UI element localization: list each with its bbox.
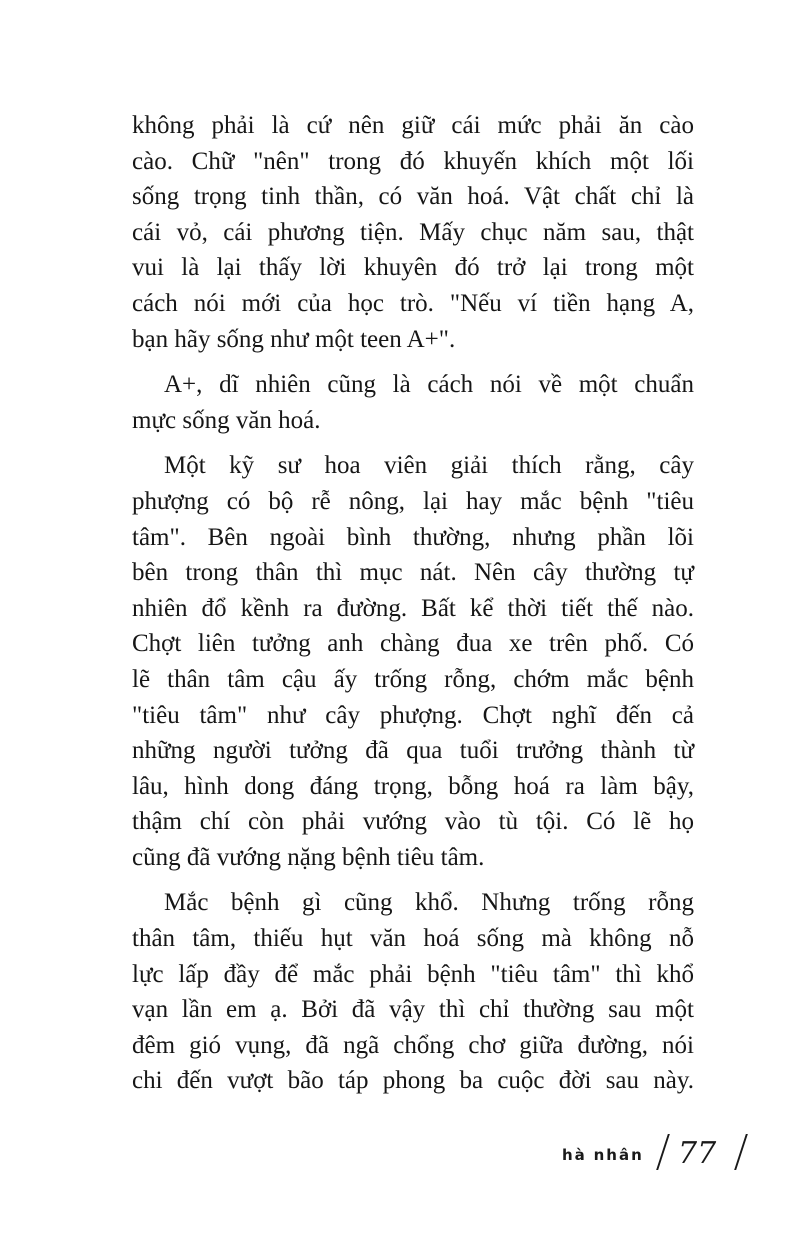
- text-line: bên trong thân thì mục nát. Nên cây thường tự: [132, 559, 694, 587]
- text-line: cào. Chữ "nên" trong đó khuyến khích một lối: [132, 147, 694, 175]
- running-head: [562, 1146, 644, 1164]
- text-line: thậm chí còn phải vướng vào tù tội. Có lẽ họ: [132, 808, 694, 836]
- text-line: chi đến vượt bão táp phong ba cuộc đời sau này.: [132, 1067, 694, 1095]
- page-number: 77: [678, 1136, 717, 1171]
- text-line: vạn lần em ạ. Bởi đã vậy thì chỉ thường sau một: [132, 996, 694, 1024]
- text-line: cái vỏ, cái phương tiện. Mấy chục năm sau, thật: [132, 218, 694, 246]
- text-line: bạn hãy sống như một teen A+".: [132, 325, 456, 353]
- text-line: lực lấp đầy để mắc phải bệnh "tiêu tâm" thì khổ: [132, 960, 694, 988]
- text-line: Một kỹ sư hoa viên giải thích rằng, cây: [164, 452, 694, 480]
- text-line: không phải là cứ nên giữ cái mức phải ăn cào: [132, 112, 694, 139]
- text-line: phượng có bộ rễ nông, lại hay mắc bệnh "tiêu: [132, 487, 694, 515]
- slash-divider: [734, 1134, 748, 1170]
- text-line: sống trọng tinh thần, có văn hoá. Vật chất chỉ là: [132, 183, 694, 211]
- text-line: nhiên đổ kềnh ra đường. Bất kể thời tiết thế nào.: [132, 594, 694, 622]
- text-line: cách nói mới của học trò. "Nếu ví tiền hạng A,: [132, 289, 694, 317]
- text-line: tâm". Bên ngoài bình thường, nhưng phần lõi: [132, 523, 694, 551]
- text-line: lâu, hình dong đáng trọng, bỗng hoá ra làm bậy,: [132, 772, 694, 800]
- text-line: A+, dĩ nhiên cũng là cách nói về một chuẩn: [164, 371, 694, 399]
- slash-divider: [656, 1134, 670, 1170]
- text-line: vui là lại thấy lời khuyên đó trở lại trong một: [132, 254, 694, 282]
- running-head-second: nhân: [593, 1146, 644, 1164]
- text-line: cũng đã vướng nặng bệnh tiêu tâm.: [132, 843, 485, 871]
- paragraph-1: [132, 108, 694, 357]
- text-line: mực sống văn hoá.: [132, 406, 321, 434]
- paragraph-2: [132, 367, 694, 438]
- page-footer: [562, 1130, 762, 1180]
- body-text: [132, 108, 694, 1099]
- paragraph-3: [132, 448, 694, 875]
- text-line: Chợt liên tưởng anh chàng đua xe trên phố. Có: [132, 630, 694, 658]
- text-line: Mắc bệnh gì cũng khổ. Nhưng trống rỗng: [164, 889, 694, 917]
- paragraph-4: [132, 885, 694, 1099]
- text-line: những người tưởng đã qua tuổi trưởng thành từ: [132, 737, 694, 765]
- text-line: "tiêu tâm" như cây phượng. Chợt nghĩ đến cả: [132, 701, 694, 729]
- running-head-first: hà: [562, 1146, 587, 1164]
- text-line: thân tâm, thiếu hụt văn hoá sống mà không nỗ: [132, 925, 694, 953]
- text-line: lẽ thân tâm cậu ấy trống rỗng, chớm mắc bệnh: [132, 665, 694, 693]
- text-line: đêm gió vụng, đã ngã chổng chơ giữa đường, nói: [132, 1031, 694, 1059]
